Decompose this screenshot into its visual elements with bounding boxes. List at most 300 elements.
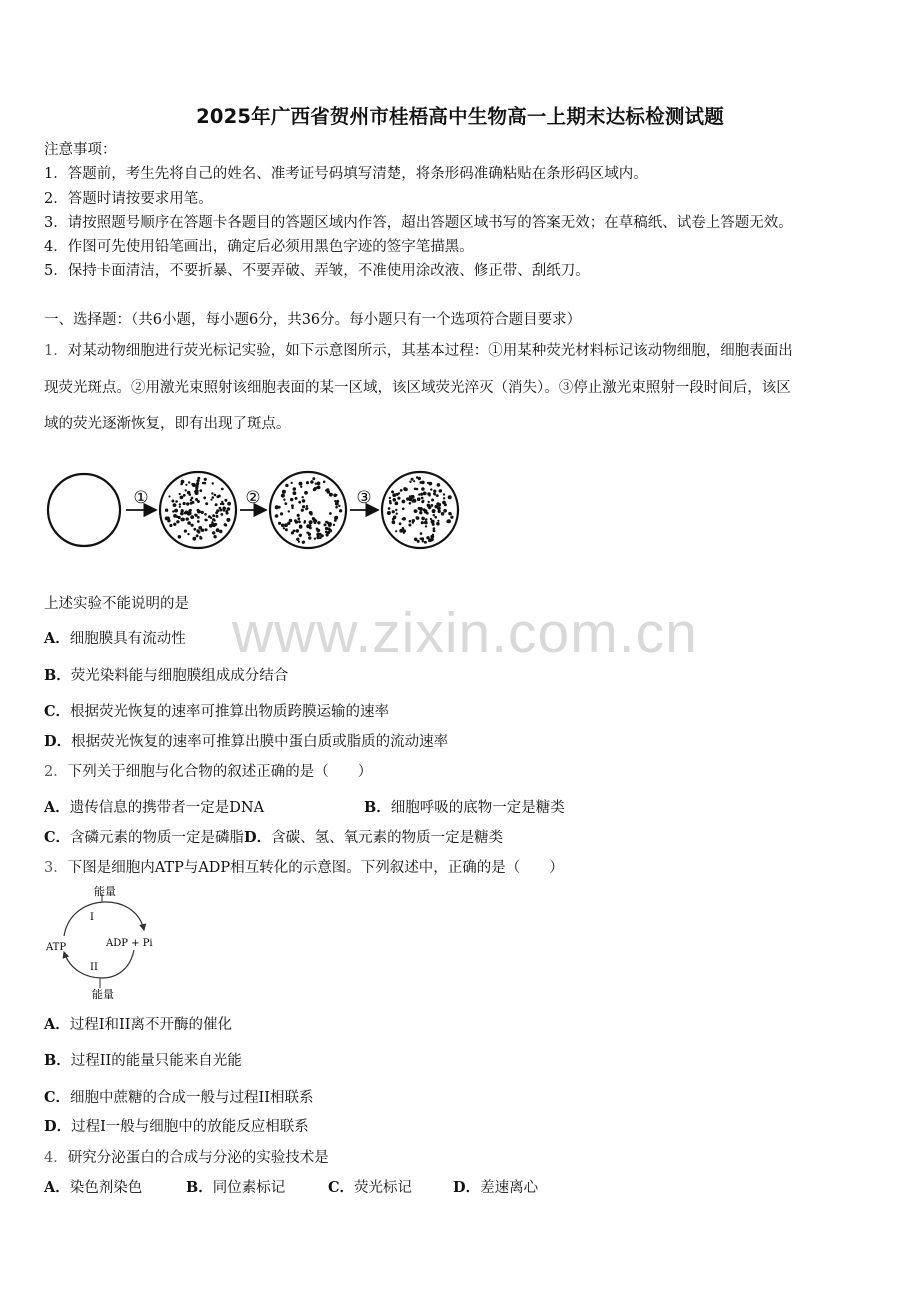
notice-item: 2．答题时请按要求用笔。 bbox=[44, 191, 213, 207]
fluorescent-spot bbox=[325, 531, 328, 534]
fluorescent-spot bbox=[315, 483, 317, 485]
fluorescent-spot bbox=[281, 494, 285, 498]
fluorescent-spot bbox=[186, 502, 189, 505]
fluorescent-spot bbox=[438, 510, 441, 513]
fluorescent-spot bbox=[436, 494, 439, 497]
question-2-stem: 2．下列关于细胞与化合物的叙述正确的是（ ） bbox=[44, 764, 373, 780]
unlabeled-cell bbox=[48, 474, 120, 546]
fluorescent-spot bbox=[197, 516, 200, 519]
fluorescent-spot bbox=[389, 500, 392, 503]
fluorescent-spot bbox=[334, 500, 336, 502]
fluorescent-spot bbox=[395, 530, 397, 532]
fluorescent-spot bbox=[200, 537, 203, 540]
fluorescent-spot bbox=[421, 487, 425, 491]
fluorescent-spot bbox=[447, 519, 451, 523]
fluorescent-spot bbox=[301, 509, 304, 512]
fluorescent-spot bbox=[418, 477, 421, 480]
fluorescent-spot bbox=[197, 477, 200, 480]
fluorescent-spot bbox=[328, 527, 331, 530]
option-d[interactable]: D．根据荧光恢复的速率可推算出膜中蛋白质或脂质的流动速率 bbox=[44, 733, 449, 750]
fluorescent-spot bbox=[210, 499, 212, 501]
option-d[interactable]: D．过程Ⅰ一般与细胞中的放能反应相联系 bbox=[44, 1118, 309, 1135]
fluorescent-spot bbox=[426, 536, 429, 539]
fluorescent-spot bbox=[190, 502, 193, 505]
fluorescent-spot bbox=[427, 504, 431, 508]
fluorescent-spot bbox=[450, 516, 453, 519]
fluorescent-spot bbox=[308, 536, 311, 539]
fluorescent-spot bbox=[296, 538, 299, 541]
fluorescent-spot bbox=[432, 534, 434, 536]
fluorescent-spot bbox=[408, 524, 411, 527]
fluorescent-spot bbox=[309, 524, 312, 527]
option-d[interactable]: D．差速离心 bbox=[453, 1179, 539, 1196]
fluorescent-spot bbox=[406, 497, 410, 501]
fluorescent-spot bbox=[392, 510, 395, 513]
fluorescent-spot bbox=[300, 483, 302, 485]
fluorescent-spot bbox=[317, 521, 320, 524]
fluorescent-spot bbox=[173, 503, 177, 507]
fluorescent-spot bbox=[168, 495, 170, 497]
fluorescent-spot bbox=[173, 523, 176, 526]
fluorescent-spot bbox=[317, 486, 321, 490]
fluorescent-spot bbox=[186, 517, 189, 520]
question-number: 1． bbox=[44, 343, 68, 359]
option-b[interactable]: B．过程II的能量只能来自光能 bbox=[44, 1052, 242, 1069]
fluorescent-spot bbox=[297, 514, 300, 517]
fluorescent-spot bbox=[167, 519, 170, 522]
fluorescent-spot bbox=[415, 510, 417, 512]
question-number: 2． bbox=[44, 764, 68, 780]
fluorescent-spot bbox=[421, 517, 425, 521]
fluorescent-spot bbox=[338, 505, 340, 507]
fluorescent-spot bbox=[389, 497, 391, 499]
fluorescent-spot bbox=[433, 527, 436, 530]
fluorescent-spot bbox=[302, 496, 304, 498]
fluorescent-spot bbox=[430, 518, 432, 520]
fluorescent-spot bbox=[193, 528, 196, 531]
fluorescent-spot bbox=[421, 481, 425, 485]
fluorescent-spot bbox=[339, 509, 342, 512]
fluorescent-spot bbox=[179, 503, 181, 505]
fluorescent-spot bbox=[312, 477, 315, 480]
fluorescent-spot bbox=[308, 533, 311, 536]
fluorescent-spot bbox=[298, 501, 301, 504]
fluorescent-spot bbox=[428, 501, 430, 503]
fluorescent-spot bbox=[310, 513, 313, 516]
fluorescent-spot bbox=[327, 490, 331, 494]
fluorescent-spot bbox=[285, 484, 288, 487]
fluorescent-spot bbox=[181, 480, 185, 484]
fluorescent-spot bbox=[175, 500, 178, 503]
fluorescent-spot bbox=[179, 506, 181, 508]
fluorescent-spot bbox=[412, 521, 414, 523]
fluorescent-spot bbox=[395, 502, 399, 506]
fluorescent-spot bbox=[437, 506, 441, 510]
fluorescent-spot bbox=[443, 497, 445, 499]
fluorescent-spot bbox=[448, 495, 452, 499]
fluorescent-spot bbox=[416, 488, 419, 491]
fluorescent-spot bbox=[288, 510, 290, 512]
fluorescent-spot bbox=[216, 515, 219, 518]
fluorescent-spot bbox=[316, 533, 320, 537]
fluorescent-spot bbox=[198, 526, 202, 530]
fluorescent-spot bbox=[443, 493, 445, 495]
atp-label: ATP bbox=[46, 942, 67, 953]
fluorescent-spot bbox=[420, 493, 423, 496]
fluorescent-spot bbox=[179, 493, 181, 495]
fluorescent-spot bbox=[317, 482, 321, 486]
fluorescent-spot bbox=[204, 478, 207, 481]
fluorescent-spot bbox=[220, 513, 223, 516]
question-4-stem: 4．研究分泌蛋白的合成与分泌的实验技术是 bbox=[44, 1150, 329, 1166]
fluorescent-spot bbox=[190, 515, 194, 519]
fluorescent-spot bbox=[284, 502, 287, 505]
notice-item: 5．保持卡面清洁，不要折暴、不要弄破、弄皱，不准使用涂改液、修正带、刮纸刀。 bbox=[44, 263, 590, 279]
fluorescent-spot bbox=[391, 490, 394, 493]
fluorescent-spot bbox=[409, 520, 412, 523]
fluorescence-figure bbox=[44, 466, 464, 556]
stem-line: 对某动物细胞进行荧光标记实验，如下示意图所示，其基本过程：①用某种荧光材料标记该动物细胞，细胞表面出 bbox=[67, 343, 793, 359]
fluorescent-spot bbox=[330, 493, 333, 496]
fluorescent-spot bbox=[323, 481, 326, 484]
fluorescent-spot bbox=[226, 512, 229, 515]
fluorescent-spot bbox=[411, 495, 415, 499]
fluorescent-spot bbox=[209, 524, 213, 528]
fluorescent-spot bbox=[425, 525, 427, 527]
fluorescent-spot bbox=[223, 509, 225, 511]
fluorescent-spot bbox=[437, 483, 441, 487]
fluorescent-spot bbox=[431, 504, 434, 507]
fluorescent-spot bbox=[197, 509, 200, 512]
fluorescent-spot bbox=[171, 500, 174, 503]
fluorescent-spot bbox=[188, 511, 192, 515]
fluorescent-spot bbox=[187, 491, 191, 495]
fluorescent-spot bbox=[210, 517, 212, 519]
option-a[interactable]: A．染色剂染色 bbox=[44, 1179, 143, 1196]
fluorescent-spot bbox=[418, 493, 420, 495]
step-label: ② bbox=[245, 488, 261, 508]
fluorescent-spot bbox=[298, 520, 301, 523]
fluorescent-spot bbox=[306, 481, 309, 484]
fluorescent-spot bbox=[295, 497, 298, 500]
fluorescent-spot bbox=[433, 492, 436, 495]
fluorescent-spot bbox=[335, 506, 338, 509]
fluorescent-spot bbox=[336, 500, 339, 503]
fluorescent-spot bbox=[291, 505, 293, 507]
fluorescent-spot bbox=[281, 524, 285, 528]
fluorescent-spot bbox=[291, 482, 293, 484]
fluorescent-spot bbox=[200, 529, 202, 531]
fluorescent-spot bbox=[431, 499, 434, 502]
fluorescent-spot bbox=[280, 512, 283, 515]
fluorescent-spot bbox=[421, 521, 424, 524]
fluorescent-spot bbox=[329, 512, 332, 515]
fluorescent-spot bbox=[212, 514, 215, 517]
fluorescent-spot bbox=[402, 527, 405, 530]
fluorescent-spot bbox=[433, 514, 435, 516]
fluorescent-spot bbox=[426, 512, 429, 515]
fluorescent-spot bbox=[444, 503, 447, 506]
fluorescent-spot bbox=[173, 514, 177, 518]
fluorescent-spot bbox=[191, 524, 194, 527]
fluorescent-spot bbox=[275, 514, 279, 518]
fluorescent-spot bbox=[195, 485, 198, 488]
question-1-stem bbox=[44, 339, 793, 360]
notice-item: 4．作图可先使用铅笔画出，确定后必须用黑色字迹的签字笔描黑。 bbox=[44, 239, 474, 255]
fluorescent-spot bbox=[430, 488, 432, 490]
process-label: II bbox=[90, 962, 98, 973]
energy-label: 能量 bbox=[94, 885, 116, 898]
fluorescent-spot bbox=[397, 497, 400, 500]
fluorescent-spot bbox=[191, 497, 194, 500]
fluorescent-spot bbox=[196, 529, 199, 532]
fluorescent-spot bbox=[393, 498, 397, 502]
fluorescent-spot bbox=[409, 481, 411, 483]
fluorescent-spot bbox=[169, 524, 172, 527]
fluorescent-spot bbox=[215, 503, 218, 506]
fluorescent-spot bbox=[197, 520, 200, 523]
question-3-stem: 3．下图是细胞内ATP与ADP相互转化的示意图。下列叙述中，正确的是（ ） bbox=[44, 860, 564, 876]
option-b[interactable]: B．同位素标记 bbox=[186, 1179, 286, 1196]
fluorescent-spot bbox=[303, 521, 305, 523]
fluorescent-spot bbox=[425, 518, 428, 521]
fluorescent-spot bbox=[310, 480, 313, 483]
fluorescent-spot bbox=[422, 500, 424, 502]
fluorescent-spot bbox=[436, 522, 440, 526]
fluorescent-spot bbox=[313, 488, 316, 491]
fluorescent-spot bbox=[423, 492, 427, 496]
fluorescent-spot bbox=[299, 525, 302, 528]
fluorescent-spot bbox=[290, 498, 293, 501]
fluorescent-spot bbox=[211, 492, 213, 494]
fluorescent-spot bbox=[427, 482, 429, 484]
fluorescent-spot bbox=[300, 486, 302, 488]
fluorescent-spot bbox=[188, 481, 190, 483]
fluorescent-spot bbox=[221, 501, 223, 503]
fluorescent-spot bbox=[178, 535, 182, 539]
fluorescent-spot bbox=[420, 532, 423, 535]
notice-item: 3．请按照题号顺序在答题卡各题目的答题区域内作答，超出答题区域书写的答案无效；在草稿纸、试卷上答题无效。 bbox=[44, 215, 793, 231]
fluorescent-spot bbox=[419, 511, 422, 514]
fluorescent-spot bbox=[187, 521, 191, 525]
question-1-prompt: 上述实验不能说明的是 bbox=[44, 596, 189, 612]
fluorescent-spot bbox=[402, 500, 406, 504]
fluorescent-spot bbox=[403, 532, 405, 534]
fluorescent-spot bbox=[417, 540, 420, 543]
fluorescent-spot bbox=[293, 487, 297, 491]
fluorescent-spot bbox=[220, 509, 223, 512]
fluorescent-spot bbox=[183, 494, 186, 497]
fluorescent-spot bbox=[225, 524, 228, 527]
fluorescent-spot bbox=[409, 495, 411, 497]
fluorescent-spot bbox=[392, 493, 396, 497]
fluorescent-spot bbox=[433, 510, 435, 512]
fluorescent-spot bbox=[297, 517, 300, 520]
question-number: 3． bbox=[44, 860, 68, 876]
watermark: www.zixin.com.cn bbox=[232, 601, 698, 665]
fluorescent-spot bbox=[202, 482, 205, 485]
fluorescent-spot bbox=[293, 530, 296, 533]
fluorescent-spot bbox=[196, 534, 199, 537]
fluorescent-spot bbox=[224, 499, 227, 502]
process-ii-arc bbox=[64, 950, 134, 978]
fluorescent-spot bbox=[187, 533, 189, 535]
fluorescent-spot bbox=[291, 507, 293, 509]
fluorescent-spot bbox=[184, 530, 187, 533]
fluorescent-spot bbox=[402, 508, 405, 511]
fluorescent-spot bbox=[388, 507, 391, 510]
fluorescent-spot bbox=[413, 480, 415, 482]
atp-adp-cycle-diagram bbox=[44, 884, 164, 1002]
option-c[interactable]: C．根据荧光恢复的速率可推算出物质跨膜运输的速率 bbox=[44, 703, 390, 720]
fluorescent-spot bbox=[302, 505, 305, 508]
fluorescent-spot bbox=[181, 518, 185, 522]
fluorescent-spot bbox=[334, 517, 337, 520]
fluorescent-spot bbox=[194, 514, 196, 516]
notice-heading: 注意事项： bbox=[44, 142, 117, 158]
fluorescent-spot bbox=[433, 490, 436, 493]
option-b[interactable]: B．荧光染料能与细胞膜组成成分结合 bbox=[44, 667, 289, 684]
fluorescent-spot bbox=[214, 523, 217, 526]
option-a[interactable]: A．过程I和II离不开酶的催化 bbox=[44, 1016, 232, 1033]
fluorescent-spot bbox=[328, 522, 332, 526]
fluorescent-spot bbox=[424, 541, 427, 544]
fluorescent-spot bbox=[305, 508, 308, 511]
fluorescent-spot bbox=[221, 488, 224, 491]
fluorescent-spot bbox=[285, 528, 288, 531]
fluorescent-spot bbox=[313, 521, 316, 524]
fluorescent-spot bbox=[214, 494, 217, 497]
fluorescent-spot bbox=[212, 496, 215, 499]
option-a[interactable]: A．遗传信息的携带者一定是DNA bbox=[44, 799, 265, 816]
fluorescent-spot bbox=[295, 520, 298, 523]
fluorescent-spot bbox=[304, 491, 308, 495]
fluorescent-spot bbox=[201, 511, 204, 514]
fluorescent-spot bbox=[392, 518, 395, 521]
fluorescent-spot bbox=[180, 512, 184, 516]
stem-line: 现荧光斑点。②用激光束照射该细胞表面的某一区域，该区域荧光淬灭（消失）。③停止激光束照射一段时间后，该区 bbox=[44, 380, 791, 396]
option-b[interactable]: B．细胞呼吸的底物一定是糖类 bbox=[364, 799, 565, 816]
fluorescent-spot bbox=[204, 528, 207, 531]
fluorescent-spot bbox=[203, 496, 206, 499]
fluorescent-spot bbox=[216, 528, 220, 532]
fluorescent-spot bbox=[192, 483, 196, 487]
fluorescent-spot bbox=[306, 505, 308, 507]
fluorescent-spot bbox=[176, 520, 179, 523]
fluorescent-spot bbox=[227, 502, 231, 506]
step-label: ① bbox=[133, 488, 149, 508]
process-i-arc bbox=[64, 902, 144, 936]
fluorescent-spot bbox=[333, 494, 337, 498]
fluorescent-spot bbox=[421, 497, 424, 500]
fluorescent-spot bbox=[167, 516, 169, 518]
fluorescent-spot bbox=[204, 513, 207, 516]
fluorescent-spot bbox=[392, 520, 396, 524]
fluorescent-spot bbox=[316, 529, 320, 533]
fluorescent-spot bbox=[211, 521, 213, 523]
fluorescent-spot bbox=[399, 522, 402, 525]
adp-label: ADP + Pi bbox=[106, 938, 153, 949]
fluorescent-spot bbox=[314, 538, 316, 540]
fluorescent-spot bbox=[218, 495, 221, 498]
fluorescent-spot bbox=[283, 499, 285, 501]
fluorescent-spot bbox=[205, 502, 208, 505]
fluorescent-spot bbox=[224, 507, 226, 509]
fluorescent-spot bbox=[283, 527, 285, 529]
process-label: I bbox=[90, 912, 94, 923]
fluorescent-spot bbox=[398, 492, 400, 494]
fluorescent-spot bbox=[213, 519, 215, 521]
fluorescent-spot bbox=[448, 512, 451, 515]
fluorescent-spot bbox=[434, 516, 437, 519]
stem-line: 域的荧光逐渐恢复，即有出现了斑点。 bbox=[44, 416, 291, 432]
fluorescent-spot bbox=[309, 520, 313, 524]
option-c-d[interactable]: C．含磷元素的物质一定是磷脂D．含碳、氢、氧元素的物质一定是糖类 bbox=[44, 829, 504, 846]
fluorescent-spot bbox=[400, 489, 403, 492]
step-label: ③ bbox=[356, 488, 372, 508]
question-number: 4． bbox=[44, 1150, 68, 1166]
fluorescent-spot bbox=[185, 489, 187, 491]
fluorescent-spot bbox=[216, 509, 219, 512]
fluorescent-spot bbox=[212, 482, 214, 484]
fluorescent-spot bbox=[178, 516, 181, 519]
fluorescent-spot bbox=[192, 537, 196, 541]
fluorescent-spot bbox=[431, 520, 435, 524]
fluorescent-spot bbox=[319, 536, 322, 539]
fluorescent-spot bbox=[204, 519, 207, 522]
fluorescent-spot bbox=[427, 492, 431, 496]
fluorescent-spot bbox=[387, 511, 391, 515]
fluorescent-spot bbox=[428, 482, 432, 486]
fluorescent-spot bbox=[296, 530, 298, 532]
fluorescent-spot bbox=[432, 523, 435, 526]
energy-label: 能量 bbox=[92, 988, 114, 1001]
fluorescent-spot bbox=[172, 510, 174, 512]
fluorescent-spot bbox=[226, 518, 230, 522]
fluorescent-spot bbox=[302, 499, 306, 503]
fluorescent-spot bbox=[395, 509, 397, 511]
fluorescent-spot bbox=[165, 509, 168, 512]
fluorescent-spot bbox=[412, 499, 416, 503]
fluorescent-spot bbox=[185, 484, 187, 486]
option-a[interactable]: A．细胞膜具有流动性 bbox=[44, 630, 186, 647]
fluorescent-spot bbox=[227, 507, 231, 511]
option-c[interactable]: C．荧光标记 bbox=[328, 1179, 413, 1196]
notice-item: 1．答题前，考生先将自己的姓名、准考证号码填写清楚，将条形码准确粘贴在条形码区域内。 bbox=[44, 166, 648, 182]
fluorescent-spot bbox=[439, 489, 442, 492]
fluorescent-spot bbox=[184, 512, 187, 515]
fluorescent-spot bbox=[417, 497, 421, 501]
fluorescent-spot bbox=[443, 509, 447, 513]
fluorescent-spot bbox=[437, 520, 439, 522]
fluorescent-spot bbox=[219, 530, 222, 533]
fluorescent-spot bbox=[430, 538, 433, 541]
fluorescent-spot bbox=[411, 478, 414, 481]
fluorescent-spot bbox=[416, 516, 419, 519]
fluorescent-spot bbox=[419, 508, 422, 511]
fluorescent-spot bbox=[284, 523, 288, 527]
fluorescent-spot bbox=[194, 491, 196, 493]
fluorescent-spot bbox=[282, 490, 286, 494]
fluorescent-spot bbox=[197, 500, 200, 503]
fluorescent-spot bbox=[396, 513, 398, 515]
fluorescent-spot bbox=[293, 491, 297, 495]
page-title: 2025年广西省贺州市桂梧高中生物高一上期末达标检测试题 bbox=[196, 105, 724, 128]
fluorescent-spot bbox=[402, 517, 405, 520]
fluorescent-spot bbox=[275, 505, 279, 509]
option-c[interactable]: C．细胞中蔗糖的合成一般与过程II相联系 bbox=[44, 1089, 314, 1106]
fluorescent-spot bbox=[438, 503, 441, 506]
